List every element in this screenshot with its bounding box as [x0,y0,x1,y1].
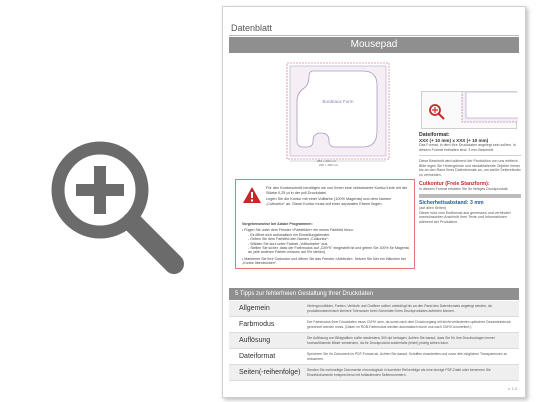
warning-intro-line: Für den Konturschnitt benötigen wir von Ihnen eine vektorisierte Kontur/Linie mit der Stärke 0,25 pt in der pdf-Druckdatei. [266,186,408,195]
shape-label: Bordeaux Form [322,99,354,104]
divider [419,194,521,198]
cutcontour-text: In diesem Format erhalten Sie Ihr fertiges Druckprodukt. [419,186,509,191]
page-title: Mousepad [229,37,519,53]
bleed-text: Diese Beschnitt wird während der Produktion von uns entfernt. Bitte legen Sie Hintergründe und randabfallende Objekte immer bis an den Rand Ihres Datenformats an, um weiße Seitenränder zu vermeiden. [419,159,521,177]
tip-title: Seiten(-reihenfolge) [239,369,301,376]
tip-row [229,365,519,381]
dimension-label: 236 × 180 mm [319,163,339,167]
datasheet-page [222,6,526,398]
tip-row [229,317,519,333]
safety-text: Dieser wird vom Endformat aus gemessen und verhindert unerwünschten Anschnitt Ihrer Texte und Informationen während der Produktion. [419,210,511,224]
tip-text: Hintergrundbilder, Farben, Verläufe und Grafiken sollten unbedingt bis an den Rand des Datenformats angelegt werden, da produktionstechnisch kleinere Toleranzen beim Schneiden Ihres Druckproduktes auftreten können. [307,304,492,313]
tip-text: Senden Sie mehrseitige Dokumente chronologisch in korrekter Reihenfolge als eine einzige PDF-Datei oder benennen Sie Einzeldokumente entsprechend mit fortlaufenden Seitennummern. [307,368,491,377]
tip-row [229,333,519,349]
tip-title: Auflösung [239,337,271,344]
format-value: XXX (+ 10 mm) x XXX (+ 10 mm) [419,138,489,143]
warning-intro-line: Legen Sie die Kontur mit einer Vollfarbe (100% Magenta) und dem Namen „Cutkontur“ an. Diese Kontur muss auf einer separaten Ebene liegen. [266,197,392,206]
info-column [419,132,521,228]
howto-step: - Es öffnet sich automatisch ein Einstellungsfenster. [248,232,331,237]
doc-label: Datenblatt [231,23,273,33]
format-heading: Dateiformat: [419,132,450,138]
safety-sub: (auf allen Seiten) [419,206,447,211]
template-drawing [283,61,393,166]
warning-body [242,222,412,266]
version-label: v. 1.0 [507,387,517,391]
corner-detail-figure [421,91,517,129]
divider [229,35,519,36]
warning-box [235,179,415,269]
howto-step: - Stellen Sie sicher, dass der Farbmodus auf „CMYK“ eingestellt ist und geben Sie 100% für Magenta an (alle anderen Farben müssen auf 0% stehen). [248,246,409,255]
tip-text: Der Farbmodus Ihrer Druckdaten muss CMYK sein, da sonst nach dem Druckvorgang mit leicht veränderten optischen Gesamteindruck gerechnet werden muss. (Daten im RGB-Farbmodus werden automatisch durch uns nach CMYK konvertiert.) [307,320,511,329]
howto-step: - Wählen Sie kurz unter Farbart „Volltonfarbe“ aus. [248,241,329,246]
tip-text: Die Auflösung von Bildgrafiken sollte mindestens 300 dpi betragen. Achten Sie darauf, dass Sie für Ihre Druckvorlagen immer hochauflösende Bilder verwenden, da Ihr Druckprodukt andernfalls (leicht) pixelig wirken kann. [307,336,495,345]
safety-heading: Sicherheitsabstand: 3 mm [419,200,484,207]
corner-detail-diagram [422,92,518,130]
cutcontour-heading: Cutkontur (Freie Stanzform): [419,180,490,187]
tips-heading: 5 Tipps zur fehlerfreien Gestaltung Ihrer Druckdaten [229,288,519,300]
tip-title: Farbmodus [239,321,275,328]
mousepad-shape-diagram [283,61,393,166]
howto-step: • Markieren Sie Ihre Cutkontur und öffnen Sie das Fenster »Attribute«. Setzen Sie hier ein Häkchen bei „Kontur überdrucken“. [242,256,406,266]
dimension-label: 256 × 200 mm [317,159,337,163]
warning-intro [266,186,411,206]
divider [419,155,521,156]
zoom-in-icon[interactable] [38,128,188,278]
tip-row [229,301,519,317]
tip-title: Dateiformat [239,353,276,360]
howto-heading: Vorgehensweise bei Adobe Programmen: [242,222,313,226]
warning-icon [242,186,262,204]
format-text: Das Format, in dem Ihre Druckdaten angelegt sein sollten. In diesem Format enthalten sind: 3 mm Beschnitt. [419,143,516,152]
tip-row [229,349,519,365]
tip-title: Allgemein [239,305,270,312]
tips-table [229,301,519,381]
howto-step: • Fügen Sie unter dem Fenster »Farbfelder« ein neues Farbfeld hinzu. [242,228,354,233]
howto-step: - Geben Sie dem Farbfeld den Namen „Cutkontur“. [248,237,329,242]
tip-text: Speichern Sie Ihr Dokument im PDF-Format ab. Achten Sie darauf, Schriften einzubetten und zuvor alle möglichen Transparenzen zu reduzieren. [307,352,508,361]
